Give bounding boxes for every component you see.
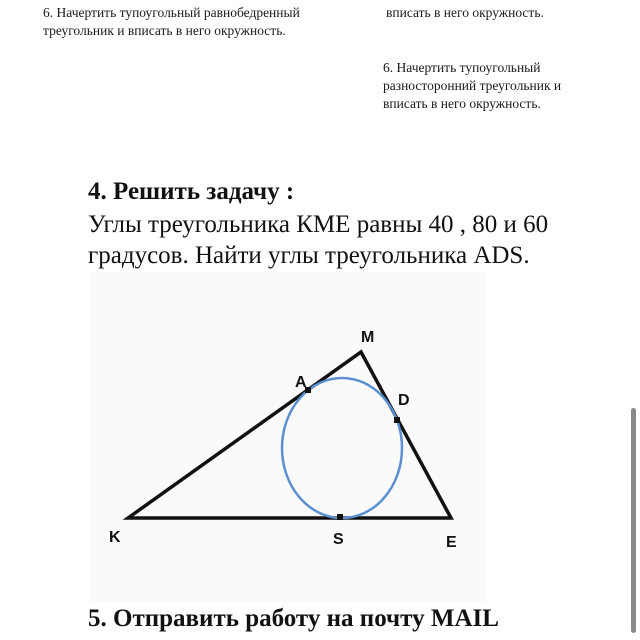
scrollbar[interactable] <box>631 408 636 633</box>
task6-right-text <box>383 59 561 113</box>
task6-left-text <box>43 4 300 40</box>
tangent-point-d <box>394 417 400 423</box>
task4-line2: градусов. Найти углы треугольника ADS. <box>88 242 530 269</box>
task5-heading: 5. Отправить работу на почту MAIL <box>88 605 499 632</box>
task6-left-line1: 6. Начертить тупоугольный равнобедренный <box>43 5 300 20</box>
label-m: M <box>361 329 375 346</box>
label-d: D <box>398 392 410 409</box>
inscribed-circle <box>282 378 402 518</box>
triangle-kme <box>128 352 451 518</box>
triangle-diagram <box>90 272 485 602</box>
task6-right-line1: 6. Начертить тупоугольный <box>383 60 541 75</box>
task4-body <box>88 209 548 271</box>
task6-right-line2: разносторонний треугольник и <box>383 78 562 93</box>
task4-line1: Углы треугольника КМЕ равны 40 , 80 и 60 <box>88 211 549 238</box>
task6-left-line2: треугольник и вписать в него окружность. <box>43 23 286 38</box>
right-cut-text <box>386 4 544 22</box>
label-a: A <box>295 374 307 391</box>
task4-heading: 4. Решить задачу : <box>88 178 295 205</box>
label-k: K <box>109 529 121 546</box>
label-e: E <box>446 534 457 551</box>
label-s: S <box>333 531 344 548</box>
tangent-point-s <box>337 514 343 520</box>
right-cut-line1: вписать в него окружность. <box>386 5 544 20</box>
task6-right-line3: вписать в него окружность. <box>383 96 541 111</box>
triangle-figure <box>90 272 485 602</box>
